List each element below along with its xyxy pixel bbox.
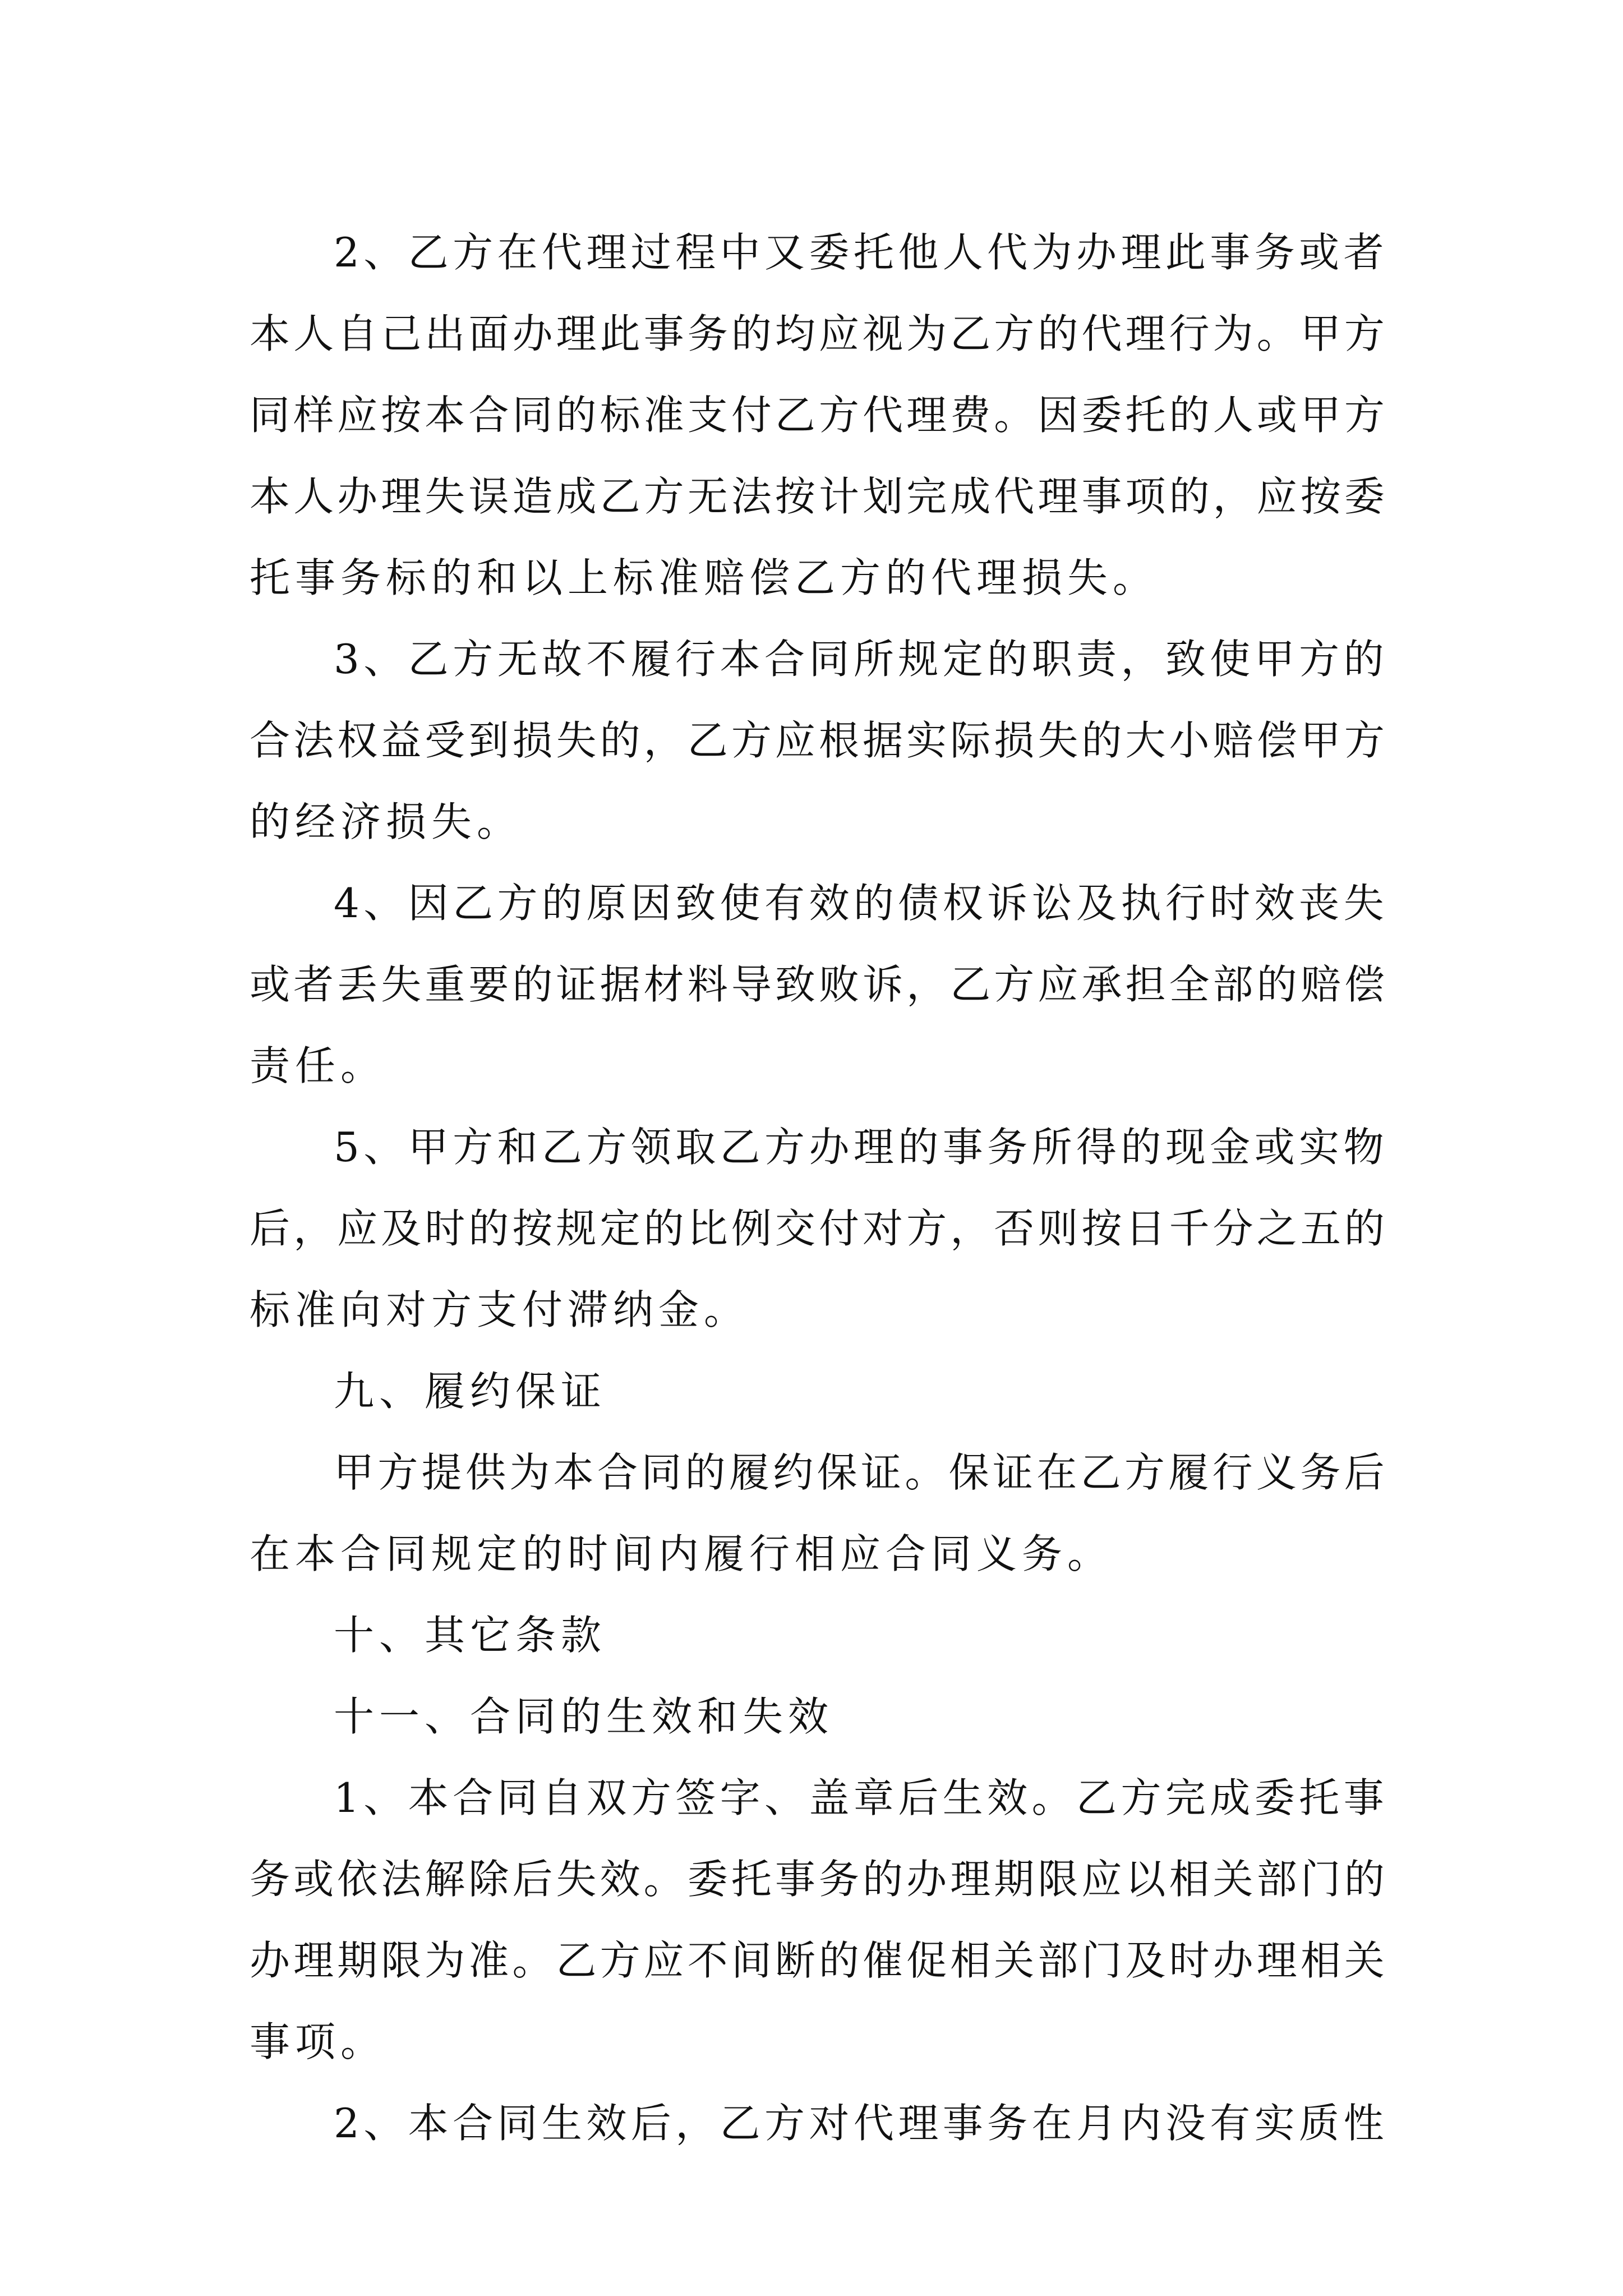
text-line: 本人办理失误造成乙方无法按计划完成代理事项的，应按委 bbox=[250, 473, 1388, 520]
text-line: 标准向对方支付滞纳金。 bbox=[250, 1286, 750, 1333]
text-line: 十一、合同的生效和失效 bbox=[334, 1693, 834, 1740]
paragraph-p7 bbox=[250, 1595, 1388, 1676]
text-line: 1、本合同自双方签字、盖章后生效。乙方完成委托事 bbox=[334, 1774, 1388, 1821]
text-line: 2、乙方在代理过程中又委托他人代为办理此事务或者 bbox=[334, 229, 1388, 276]
text-line: 九、履约保证 bbox=[334, 1368, 607, 1415]
paragraph-p9 bbox=[250, 1757, 1388, 2083]
text-line: 后，应及时的按规定的比例交付对方，否则按日千分之五的 bbox=[250, 1205, 1388, 1252]
paragraph-p8 bbox=[250, 1676, 1388, 1757]
document-body bbox=[250, 212, 1388, 2164]
text-line: 或者丢失重要的证据材料导致败诉，乙方应承担全部的赔偿 bbox=[250, 961, 1388, 1008]
paragraph-p1 bbox=[250, 212, 1388, 619]
paragraph-p5 bbox=[250, 1351, 1388, 1432]
paragraph-p3 bbox=[250, 863, 1388, 1107]
text-line: 同样应按本合同的标准支付乙方代理费。因委托的人或甲方 bbox=[250, 392, 1388, 439]
text-line: 本人自己出面办理此事务的均应视为乙方的代理行为。甲方 bbox=[250, 310, 1388, 357]
text-line: 合法权益受到损失的，乙方应根据实际损失的大小赔偿甲方 bbox=[250, 717, 1388, 764]
text-line: 的经济损失。 bbox=[250, 798, 523, 845]
text-line: 务或依法解除后失效。委托事务的办理期限应以相关部门的 bbox=[250, 1856, 1388, 1903]
paragraph-p10 bbox=[250, 2083, 1388, 2164]
text-line: 甲方提供为本合同的履约保证。保证在乙方履行义务后 bbox=[334, 1449, 1388, 1496]
text-line: 在本合同规定的时间内履行相应合同义务。 bbox=[250, 1530, 1113, 1577]
text-line: 事项。 bbox=[250, 2018, 386, 2065]
text-line: 责任。 bbox=[250, 1042, 386, 1089]
paragraph-p2 bbox=[250, 619, 1388, 863]
text-line: 办理期限为准。乙方应不间断的催促相关部门及时办理相关 bbox=[250, 1937, 1388, 1984]
text-line: 5、甲方和乙方领取乙方办理的事务所得的现金或实物 bbox=[334, 1124, 1388, 1171]
text-line: 4、因乙方的原因致使有效的债权诉讼及执行时效丧失 bbox=[334, 880, 1388, 927]
text-line: 3、乙方无故不履行本合同所规定的职责，致使甲方的 bbox=[334, 636, 1388, 683]
text-line: 2、本合同生效后，乙方对代理事务在月内没有实质性 bbox=[334, 2100, 1388, 2147]
paragraph-p6 bbox=[250, 1432, 1388, 1595]
paragraph-p4 bbox=[250, 1107, 1388, 1351]
text-line: 十、其它条款 bbox=[334, 1612, 607, 1659]
text-line: 托事务标的和以上标准赔偿乙方的代理损失。 bbox=[250, 554, 1159, 601]
